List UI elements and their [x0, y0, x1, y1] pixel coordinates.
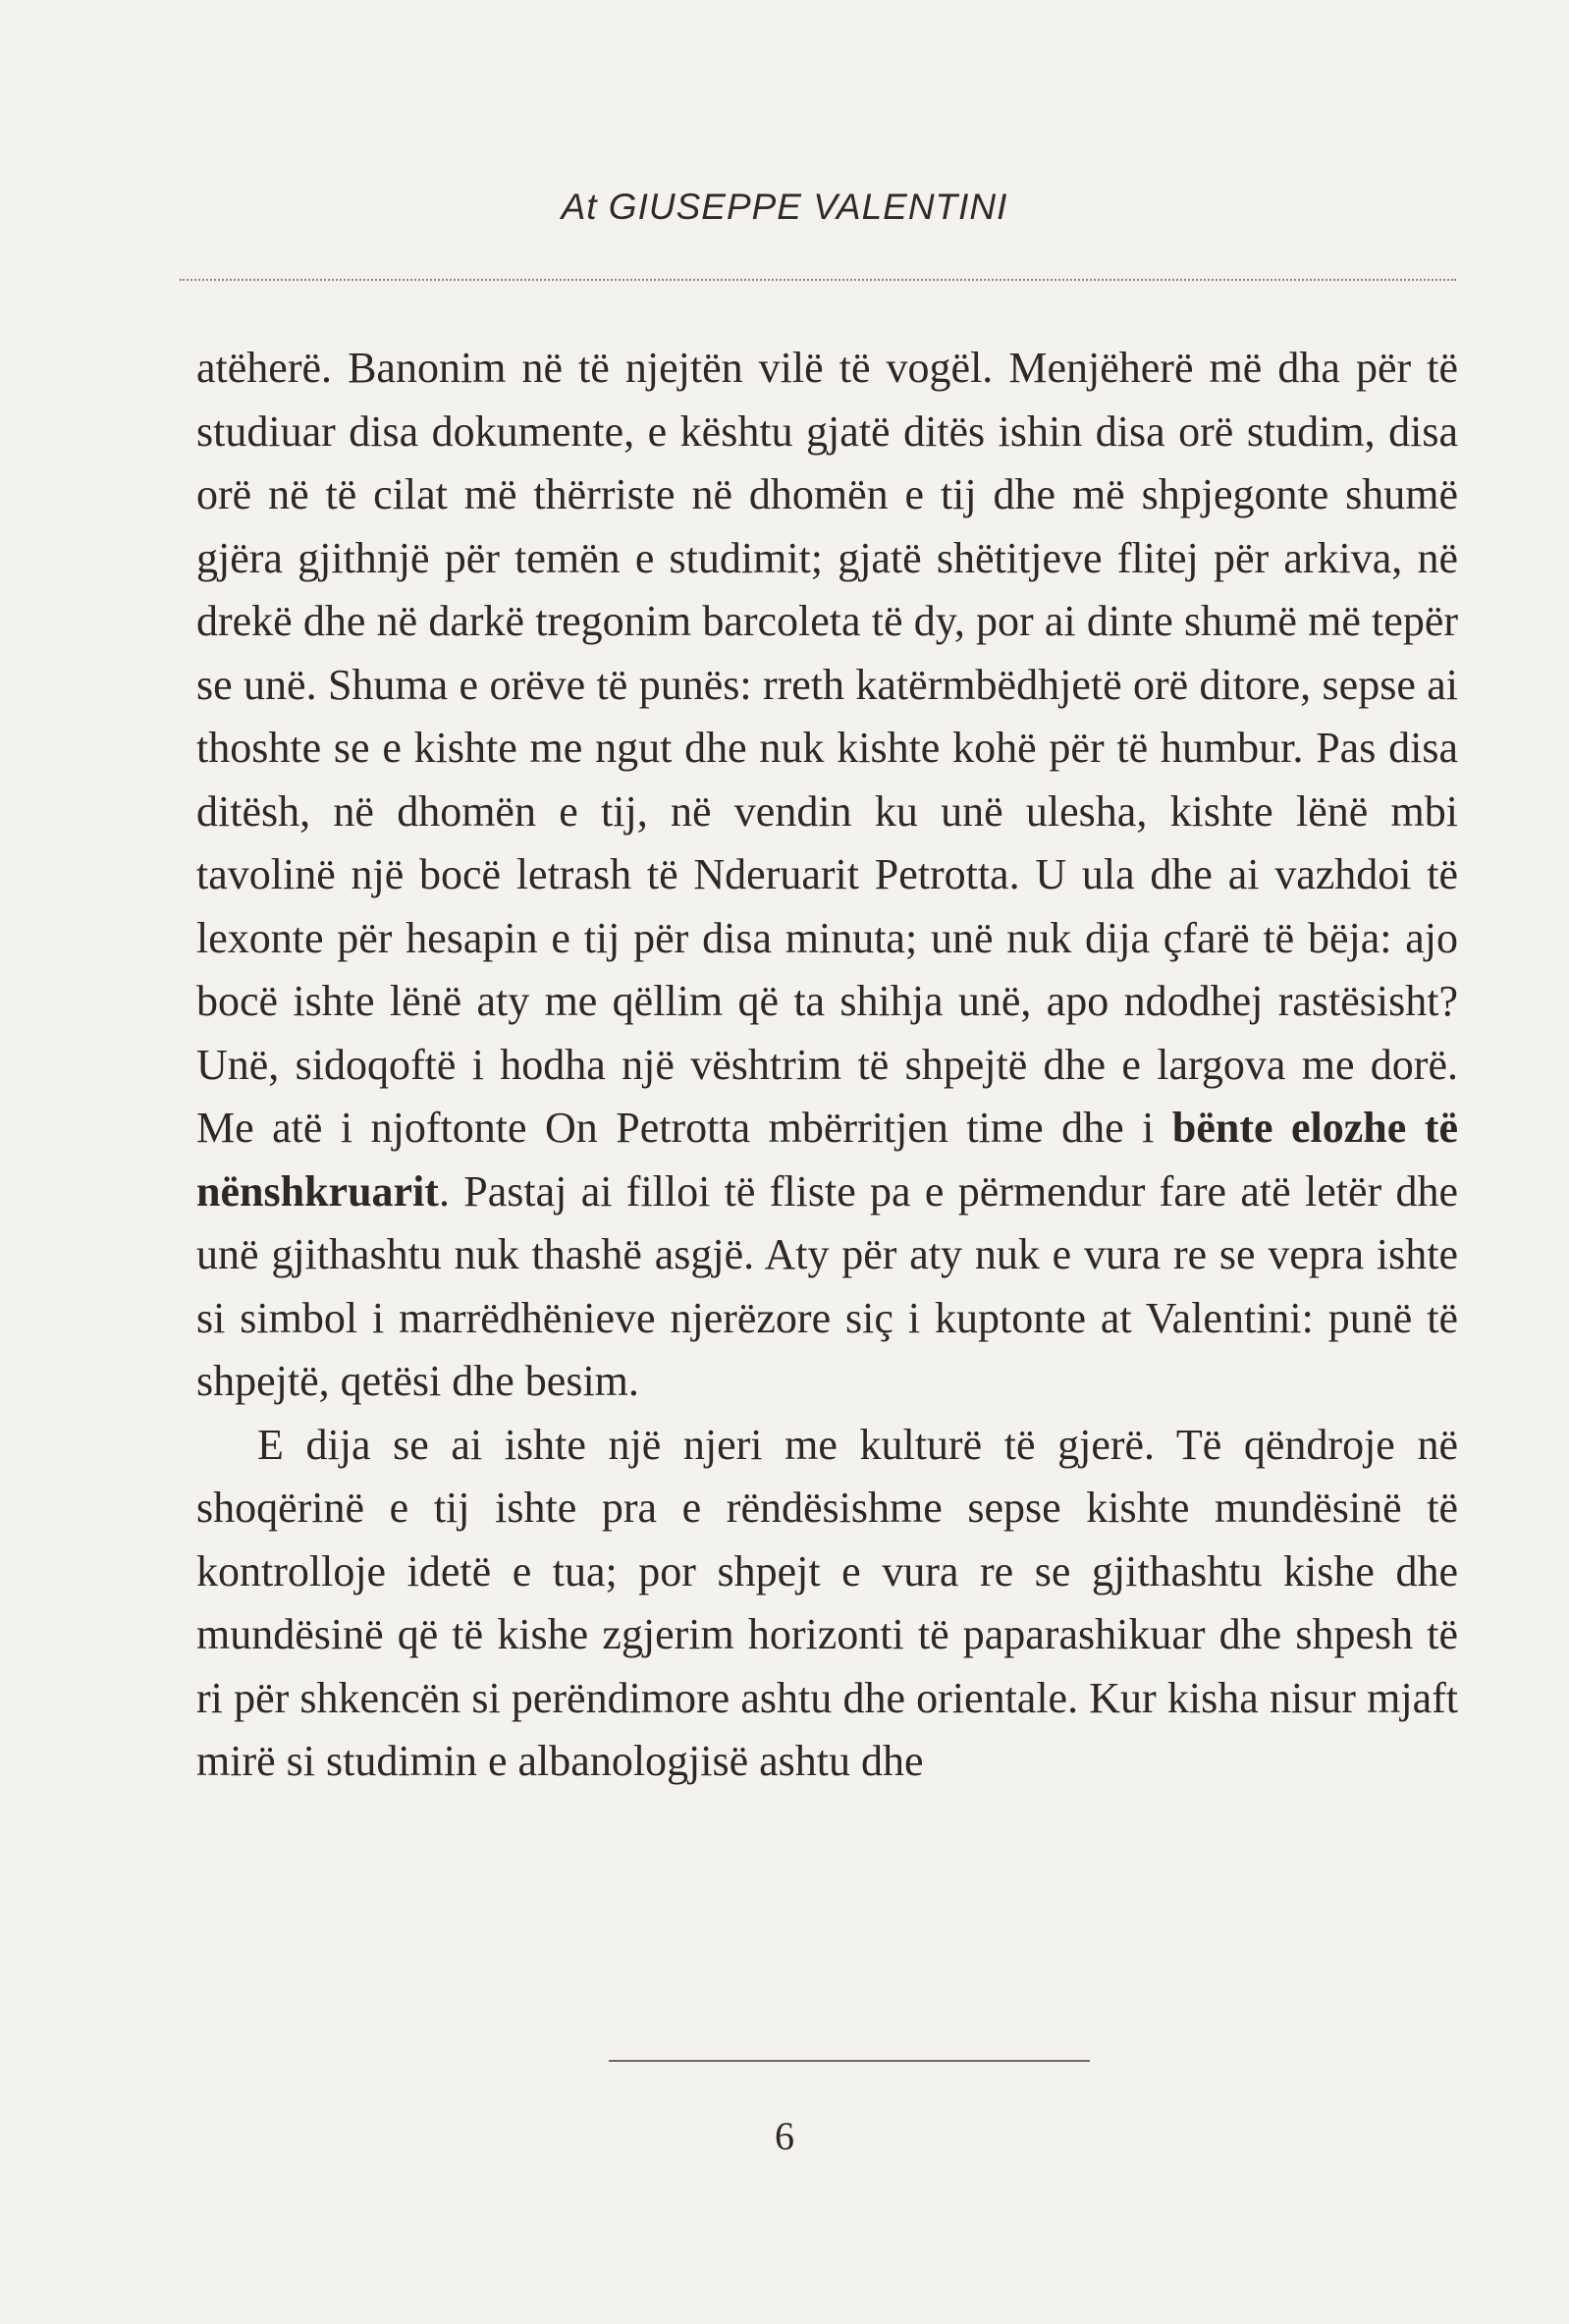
paragraph-1: [196, 337, 1458, 1414]
footer-divider: [609, 2060, 1090, 2062]
paragraph-1-text-start: atëherë. Banonim në të njejtën vilë të vogël. Menjëherë më dha për të studiuar disa dokumente, e kështu gjatë ditës ishin disa orë studim, disa orë në të cilat më thërriste në dhomën e tij dhe më shpjegonte shumë gjëra gjithnjë për temën e studimit; gjatë shëtitjeve flitej për arkiva, në drekë dhe në darkë tregonim barcoleta të dy, por ai dinte shumë më tepër se unë. Shuma e orëve të punës: rreth katërmbëdhjetë orë ditore, sepse ai thoshte se e kishte me ngut dhe nuk kishte kohë për të humbur. Pas disa ditësh, në dhomën e tij, në vendin ku unë ulesha, kishte lënë mbi tavolinë një bocë letrash të Nderuarit Petrotta. U ula dhe ai vazhdoi të lexonte për hesapin e tij për disa minuta; unë nuk dija çfarë të bëja: ajo bocë ishte lënë aty me qëllim që ta shihja unë, apo ndodhej rastësisht? Unë, sidoqoftë i hodha një vështrim të shpejtë dhe e largova me dorë. Me atë i njoftonte On Petrotta mbërritjen time dhe i: [196, 344, 1458, 1152]
running-header-title: At GIUSEPPE VALENTINI: [561, 187, 1008, 227]
paragraph-2: E dija se ai ishte një njeri me kulturë të gjerë. Të qëndroje në shoqërinë e tij ishte pra e rëndësishme sepse kishte mundësinë të kontrolloje idetë e tua; por shpejt e vura re se gjithashtu kishe dhe mundësinë që të kishe zgjerim horizonti të paparashikuar dhe shpesh të ri për shkencën si perëndimore ashtu dhe orientale. Kur kisha nisur mjaft mirë si studimin e albanologjisë ashtu dhe: [196, 1420, 1458, 1785]
paragraph-1-text-end: . Pastaj ai filloi të fliste pa e përmendur fare atë letër dhe unë gjithashtu nuk thashë asgjë. Aty për aty nuk e vura re se vepra ishte si simbol i marrëdhënieve njerëzore siç i kuptonte at Valentini: punë të shpejtë, qetësi dhe besim.: [196, 1166, 1458, 1405]
body-text: [196, 337, 1458, 1794]
paragraph-1-bold-phrase: bënte elozhe të nënshkruarit: [196, 1104, 1458, 1216]
page-number: 6: [775, 2114, 794, 2158]
header-divider: [180, 279, 1456, 281]
